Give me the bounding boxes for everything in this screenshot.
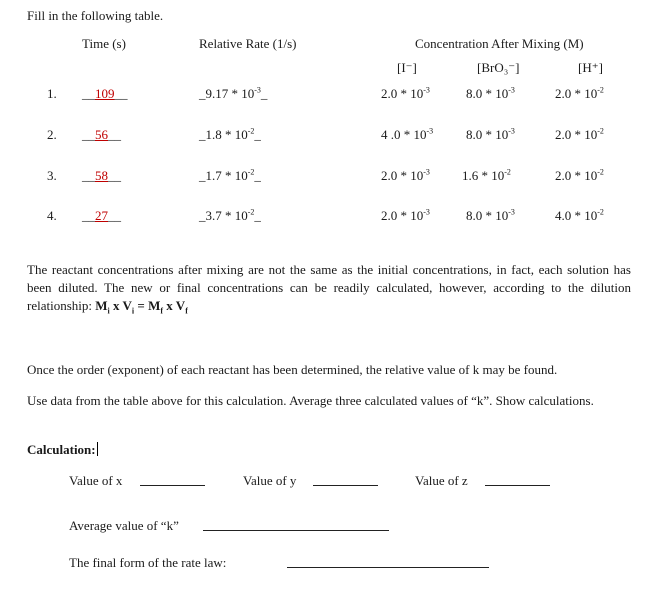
- average-k-blank[interactable]: [203, 519, 389, 531]
- average-k-label: Average value of “k”: [69, 518, 179, 533]
- concentration-header: Concentration After Mixing (M): [415, 36, 584, 51]
- time-cell[interactable]: __27__: [82, 208, 121, 223]
- iodide-cell: $2.0 * 10^{-3}$: [381, 207, 430, 223]
- instruction-text: Fill in the following table.: [27, 8, 164, 23]
- dilution-formula: $M_i$ x $V_i = M_f$ x $V_f$: [95, 298, 188, 316]
- iodide-cell: $2.0 * 10^{-3}$: [381, 167, 430, 183]
- rate-law-label: The final form of the rate law:: [69, 555, 227, 570]
- iodide-cell: 4 $.0 * 10^{-3}$: [381, 126, 434, 142]
- hydrogen-cell: $2.0 * 10^{-2}$: [555, 85, 604, 101]
- rate-cell: _3.7 * $10^{-2}\_$: [199, 207, 261, 223]
- bromate-cell: $8.0 * 10^{-3}$: [466, 126, 515, 142]
- time-cell[interactable]: __58__: [82, 168, 121, 183]
- calculation-label[interactable]: Calculation:: [27, 442, 96, 457]
- rate-law-blank[interactable]: [287, 556, 489, 568]
- row-number: 2.: [47, 127, 57, 142]
- value-x-label: Value of x: [69, 473, 123, 488]
- use-data-paragraph: Use data from the table above for this calculation. Average three calculated values of “k”. Show calculations.: [27, 393, 594, 408]
- value-y-label: Value of y: [243, 473, 297, 488]
- row-number: 3.: [47, 168, 57, 183]
- hydrogen-header: [H⁺]: [578, 60, 603, 75]
- iodide-header: [I⁻]: [397, 60, 417, 75]
- value-z-label: Value of z: [415, 473, 468, 488]
- time-header: Time (s): [82, 36, 126, 51]
- bromate-cell: $8.0 * 10^{-3}$: [466, 85, 515, 101]
- hydrogen-cell: $4.0 * 10^{-2}$: [555, 207, 604, 223]
- value-y-blank[interactable]: [313, 474, 378, 486]
- rate-cell: _1.7 * $10^{-2}\_$: [199, 167, 261, 183]
- order-paragraph: Once the order (exponent) of each reactant has been determined, the relative value of k may be found.: [27, 362, 558, 377]
- rate-cell: _1.8 * $10^{-2}\_$: [199, 126, 261, 142]
- hydrogen-cell: $2.0 * 10^{-2}$: [555, 167, 604, 183]
- iodide-cell: $2.0 * 10^{-3}$: [381, 85, 430, 101]
- value-z-blank[interactable]: [485, 474, 550, 486]
- bromate-cell: $8.0 * 10^{-3}$: [466, 207, 515, 223]
- rate-cell: _9.17 * $10^{-3}\_$: [199, 85, 268, 101]
- text-cursor: [97, 442, 98, 456]
- bromate-header: [BrO₃⁻]: [477, 60, 520, 75]
- time-cell[interactable]: __109__: [82, 86, 128, 101]
- rate-header: Relative Rate (1/s): [199, 36, 297, 51]
- hydrogen-cell: $2.0 * 10^{-2}$: [555, 126, 604, 142]
- time-cell[interactable]: __56__: [82, 127, 121, 142]
- dilution-paragraph: [27, 261, 631, 315]
- dilution-text: The reactant concentrations after mixing are not the same as the initial concentrations, in fact, each solution has been diluted. The new or final concentrations can be readily calculated, however, according to the dilution relationship:: [27, 262, 631, 313]
- row-number: 4.: [47, 208, 57, 223]
- value-x-blank[interactable]: [140, 474, 205, 486]
- bromate-cell: $1.6 * 10^{-2}$: [462, 167, 511, 183]
- row-number: 1.: [47, 86, 57, 101]
